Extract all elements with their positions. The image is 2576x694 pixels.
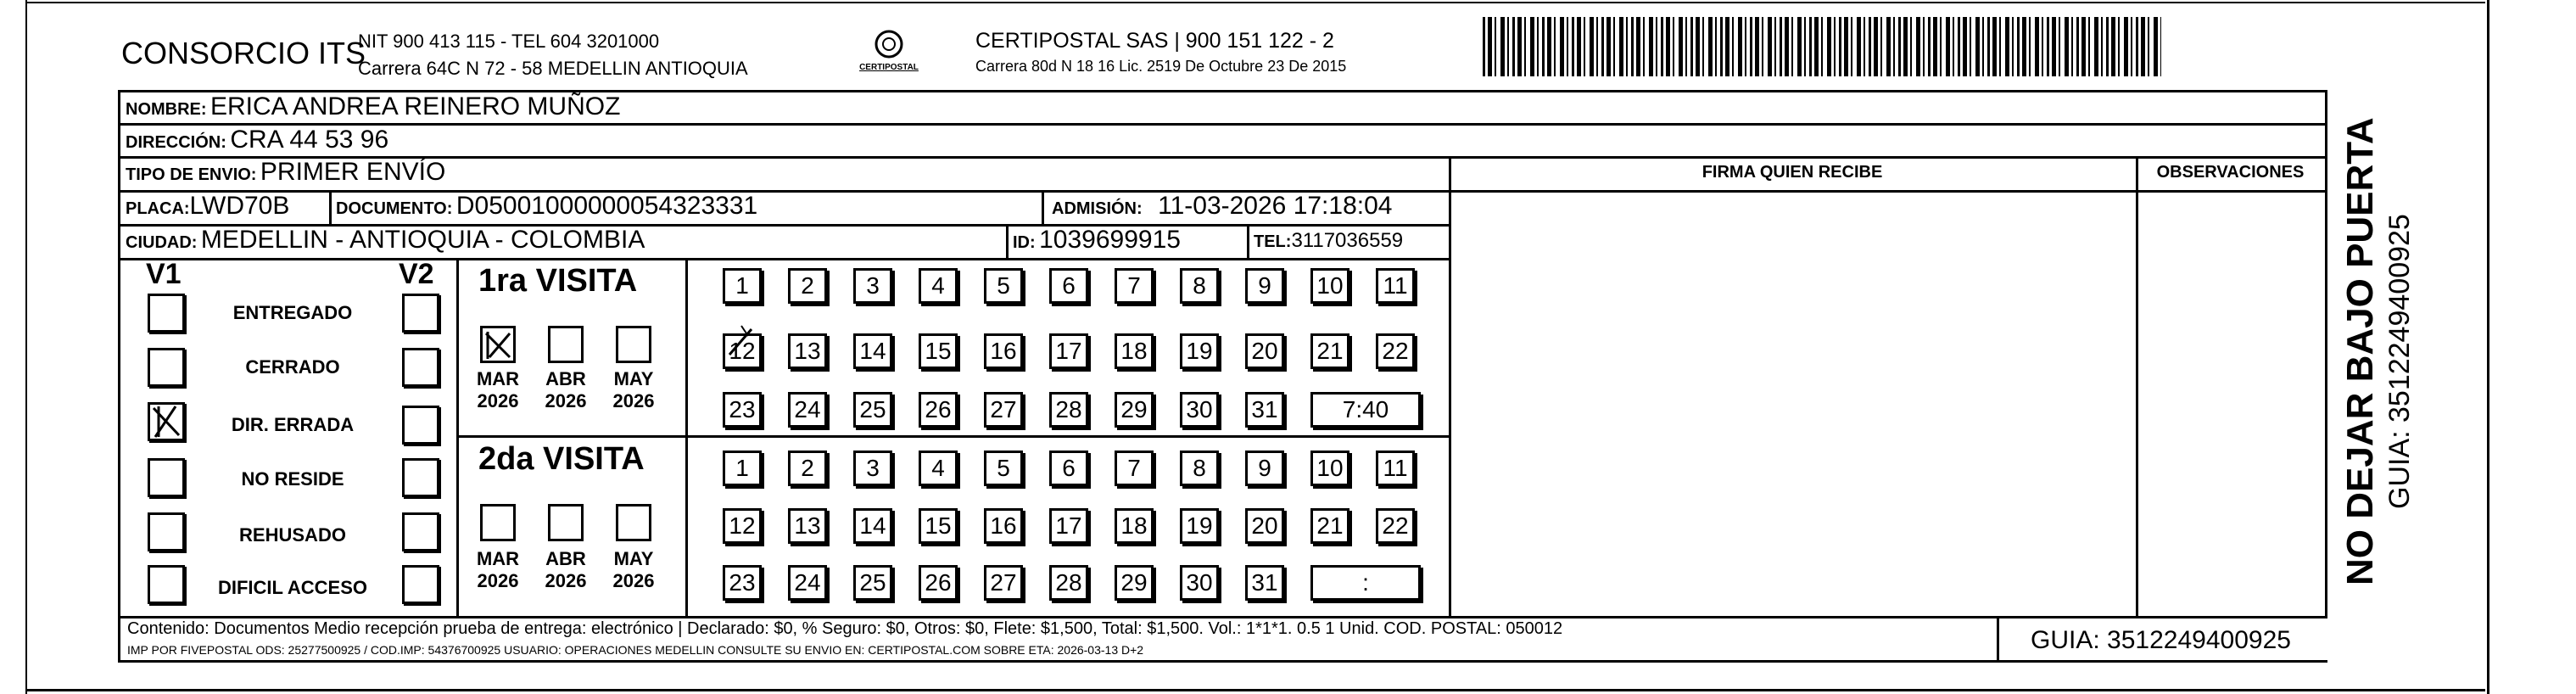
- second-visit-day-6[interactable]: 6: [1049, 451, 1088, 486]
- scan-edge-left: [25, 0, 27, 694]
- side-warning: NO DEJAR BAJO PUERTA: [2339, 117, 2381, 585]
- company-name: CONSORCIO ITS: [121, 36, 366, 70]
- first-visit-day-1[interactable]: 1: [723, 268, 762, 304]
- v2-checkbox-cerrado[interactable]: [402, 348, 439, 387]
- first-visit-time-field[interactable]: 7:40: [1310, 392, 1421, 428]
- first-visit-day-2[interactable]: 2: [788, 268, 827, 304]
- second-visit-day-20[interactable]: 20: [1245, 508, 1284, 544]
- first-visit-day-3[interactable]: 3: [853, 268, 892, 304]
- scan-edge-top: [25, 2, 2485, 3]
- second-visit-day-3[interactable]: 3: [853, 451, 892, 486]
- first-visit-month-abr-label: ABR 2026: [545, 368, 587, 411]
- documento-value: D05001000000054323331: [455, 192, 758, 220]
- first-visit-day-28[interactable]: 28: [1049, 392, 1088, 428]
- second-visit-day-1[interactable]: 1: [723, 451, 762, 486]
- status-label-entregado: ENTREGADO: [232, 302, 353, 323]
- form-right-border: [2325, 90, 2327, 616]
- first-visit-day-25[interactable]: 25: [853, 392, 892, 428]
- second-visit-day-4[interactable]: 4: [919, 451, 958, 486]
- form-bottom-border: [118, 660, 2327, 663]
- scan-edge-bottom: [25, 689, 2485, 691]
- second-visit-day-26[interactable]: 26: [919, 565, 958, 601]
- v2-checkbox-entregado[interactable]: [402, 294, 439, 333]
- status-label-rehusado: REHUSADO: [239, 524, 346, 546]
- first-visit-day-31[interactable]: 31: [1245, 392, 1284, 428]
- second-visit-day-19[interactable]: 19: [1180, 508, 1219, 544]
- first-visit-day-18[interactable]: 18: [1115, 333, 1154, 369]
- placa-label: PLACA:: [126, 199, 190, 218]
- placa-field: [126, 192, 289, 221]
- first-visit-month-abr-checkbox[interactable]: [548, 326, 584, 363]
- first-visit-month-may-checkbox[interactable]: [616, 326, 651, 363]
- direccion-label: DIRECCIÓN:: [126, 133, 226, 152]
- v1-checkbox-entregado[interactable]: [148, 294, 185, 333]
- first-visit-day-30[interactable]: 30: [1180, 392, 1219, 428]
- second-visit-day-24[interactable]: 24: [788, 565, 827, 601]
- logo-text: CERTIPOSTAL: [859, 63, 919, 72]
- carrier-name: CERTIPOSTAL SAS | 900 151 122 - 2: [975, 29, 1334, 53]
- documento-field: [336, 192, 757, 221]
- first-visit-day-13[interactable]: 13: [788, 333, 827, 369]
- documento-label: DOCUMENTO:: [336, 199, 453, 218]
- v1-checkbox-dir-errada[interactable]: [148, 402, 185, 441]
- first-visit-month-mar-label: MAR 2026: [476, 368, 520, 411]
- second-visit-month-may-checkbox[interactable]: [616, 504, 651, 541]
- observaciones-header: OBSERVACIONES: [2156, 163, 2305, 182]
- v1-checkbox-dificil-acceso[interactable]: [148, 565, 185, 604]
- footer-contenido: Contenido: Documentos Medio recepción prueba de entrega: electrónico | Declarado: $0, % Seguro: $0, Otros: $0, Flete: $1,500, Total: $1,500. Vol.: 1*1*1. 0.5 1 Unid. COD. POSTAL: 050012: [127, 619, 1563, 638]
- first-visit-day-24[interactable]: 24: [788, 392, 827, 428]
- first-visit-day-14[interactable]: 14: [853, 333, 892, 369]
- second-visit-day-28[interactable]: 28: [1049, 565, 1088, 601]
- second-visit-day-2[interactable]: 2: [788, 451, 827, 486]
- field-divider: [1042, 190, 1044, 224]
- day-12-handwritten-mark: [723, 322, 765, 365]
- scan-edge-right: [2487, 0, 2489, 694]
- first-visit-day-9[interactable]: 9: [1245, 268, 1284, 304]
- second-visit-month-mar-label: MAR 2026: [476, 548, 520, 591]
- first-visit-day-10[interactable]: 10: [1310, 268, 1349, 304]
- first-visit-day-5[interactable]: 5: [984, 268, 1023, 304]
- second-visit-time-field[interactable]: :: [1310, 565, 1421, 601]
- company-address: Carrera 64C N 72 - 58 MEDELLIN ANTIOQUIA: [358, 58, 748, 79]
- second-visit-day-5[interactable]: 5: [984, 451, 1023, 486]
- observaciones-column-left: [2136, 156, 2138, 616]
- side-guia: GUIA: 3512249400925: [2383, 214, 2416, 509]
- admision-value: 11-03-2026 17:18:04: [1158, 192, 1393, 220]
- v1-header: V1: [146, 258, 182, 290]
- tel-value: 3117036559: [1291, 229, 1404, 252]
- first-visit-title: 1ra VISITA: [478, 263, 638, 299]
- ciudad-label: CIUDAD:: [126, 233, 198, 252]
- first-visit-day-29[interactable]: 29: [1115, 392, 1154, 428]
- first-visit-day-26[interactable]: 26: [919, 392, 958, 428]
- first-visit-day-6[interactable]: 6: [1049, 268, 1088, 304]
- barcode: [1483, 17, 2161, 76]
- first-visit-day-27[interactable]: 27: [984, 392, 1023, 428]
- first-visit-day-11[interactable]: 11: [1376, 268, 1415, 304]
- second-visit-day-15[interactable]: 15: [919, 508, 958, 544]
- second-visit-day-23[interactable]: 23: [723, 565, 762, 601]
- second-visit-day-17[interactable]: 17: [1049, 508, 1088, 544]
- second-visit-month-abr-checkbox[interactable]: [548, 504, 584, 541]
- id-value: 1039699915: [1039, 226, 1181, 254]
- second-visit-day-7[interactable]: 7: [1115, 451, 1154, 486]
- v1-checkbox-rehusado[interactable]: [148, 512, 185, 551]
- company-nit: NIT 900 413 115 - TEL 604 3201000: [358, 31, 660, 52]
- firma-header: FIRMA QUIEN RECIBE: [1702, 163, 1883, 182]
- footer-imp: IMP POR FIVEPOSTAL ODS: 25277500925 / COD.IMP: 54376700925 USUARIO: OPERACIONES MEDELLIN CONSULTE SU ENVIO EN: CERTIPOSTAL.COM SOBRE ETA: 2026-03-13 D+2: [127, 643, 1144, 657]
- second-visit-day-27[interactable]: 27: [984, 565, 1023, 601]
- direccion-value: CRA 44 53 96: [230, 126, 389, 154]
- row-divider: [118, 258, 1450, 260]
- first-visit-day-8[interactable]: 8: [1180, 268, 1219, 304]
- status-label-no-reside: NO RESIDE: [241, 468, 344, 490]
- first-visit-day-16[interactable]: 16: [984, 333, 1023, 369]
- nombre-label: NOMBRE:: [126, 100, 207, 119]
- second-visit-day-21[interactable]: 21: [1310, 508, 1349, 544]
- second-visit-day-16[interactable]: 16: [984, 508, 1023, 544]
- second-visit-day-31[interactable]: 31: [1245, 565, 1284, 601]
- second-visit-title: 2da VISITA: [478, 441, 645, 477]
- first-visit-day-12[interactable]: 12: [723, 333, 762, 369]
- ciudad-value: MEDELLIN - ANTIOQUIA - COLOMBIA: [200, 226, 645, 254]
- first-visit-day-21[interactable]: 21: [1310, 333, 1349, 369]
- status-label-dir-errada: DIR. ERRADA: [231, 414, 355, 435]
- second-visit-day-8[interactable]: 8: [1180, 451, 1219, 486]
- first-visit-month-may-label: MAY 2026: [612, 368, 655, 411]
- second-visit-month-may-label: MAY 2026: [612, 548, 655, 591]
- second-visit-month-abr-label: ABR 2026: [545, 548, 587, 591]
- tipo-envio-row: [126, 158, 445, 187]
- footer-guia: GUIA: 3512249400925: [2031, 626, 2291, 654]
- visit-divider: [456, 435, 1450, 438]
- first-visit-day-4[interactable]: 4: [919, 268, 958, 304]
- second-visit-day-9[interactable]: 9: [1245, 451, 1284, 486]
- tel-field: [1254, 229, 1403, 253]
- admision-label: ADMISIÓN:: [1052, 199, 1143, 218]
- second-visit-day-14[interactable]: 14: [853, 508, 892, 544]
- second-visit-day-11[interactable]: 11: [1376, 451, 1415, 486]
- first-visit-day-22[interactable]: 22: [1376, 333, 1415, 369]
- second-visit-day-13[interactable]: 13: [788, 508, 827, 544]
- placa-value: LWD70B: [189, 192, 290, 220]
- row-divider: [118, 123, 2327, 126]
- admision-field: [1052, 192, 1392, 221]
- first-visit-day-17[interactable]: 17: [1049, 333, 1088, 369]
- second-visit-day-25[interactable]: 25: [853, 565, 892, 601]
- v2-checkbox-rehusado[interactable]: [402, 512, 439, 551]
- tel-label: TEL:: [1254, 232, 1292, 251]
- v2-checkbox-dir-errada[interactable]: [402, 406, 439, 445]
- field-divider: [329, 190, 332, 224]
- first-visit-day-19[interactable]: 19: [1180, 333, 1219, 369]
- ciudad-field: [126, 226, 645, 255]
- first-visit-month-mar-checkbox[interactable]: [480, 326, 516, 363]
- carrier-address: Carrera 80d N 18 16 Lic. 2519 De Octubre 23 De 2015: [975, 58, 1347, 75]
- second-visit-day-10[interactable]: 10: [1310, 451, 1349, 486]
- row-divider: [118, 156, 2327, 159]
- second-visit-day-18[interactable]: 18: [1115, 508, 1154, 544]
- v1-checkbox-no-reside[interactable]: [148, 458, 185, 497]
- v2-header: V2: [399, 258, 434, 290]
- status-label-cerrado: CERRADO: [245, 356, 340, 378]
- v2-checkbox-no-reside[interactable]: [402, 458, 439, 497]
- v2-checkbox-dificil-acceso[interactable]: [402, 565, 439, 604]
- first-visit-day-15[interactable]: 15: [919, 333, 958, 369]
- second-visit-month-mar-checkbox[interactable]: [480, 504, 516, 541]
- certipostal-logo: [857, 25, 921, 80]
- second-visit-day-22[interactable]: 22: [1376, 508, 1415, 544]
- form-left-border: [118, 90, 120, 660]
- id-label: ID:: [1013, 233, 1036, 252]
- status-label-dificil-acceso: DIFICIL ACCESO: [217, 577, 367, 598]
- v1-checkbox-cerrado[interactable]: [148, 348, 185, 387]
- tipo-envio-value: PRIMER ENVÍO: [260, 158, 446, 186]
- first-visit-day-7[interactable]: 7: [1115, 268, 1154, 304]
- second-visit-day-29[interactable]: 29: [1115, 565, 1154, 601]
- field-divider: [1247, 224, 1249, 258]
- first-visit-day-20[interactable]: 20: [1245, 333, 1284, 369]
- id-field: [1013, 226, 1181, 255]
- field-divider: [1006, 224, 1009, 258]
- tipo-envio-label: TIPO DE ENVIO:: [126, 165, 257, 184]
- nombre-row: [126, 92, 620, 121]
- second-visit-day-12[interactable]: 12: [723, 508, 762, 544]
- second-visit-day-30[interactable]: 30: [1180, 565, 1219, 601]
- first-visit-day-23[interactable]: 23: [723, 392, 762, 428]
- direccion-row: [126, 126, 388, 154]
- nombre-value: ERICA ANDREA REINERO MUÑOZ: [210, 92, 621, 120]
